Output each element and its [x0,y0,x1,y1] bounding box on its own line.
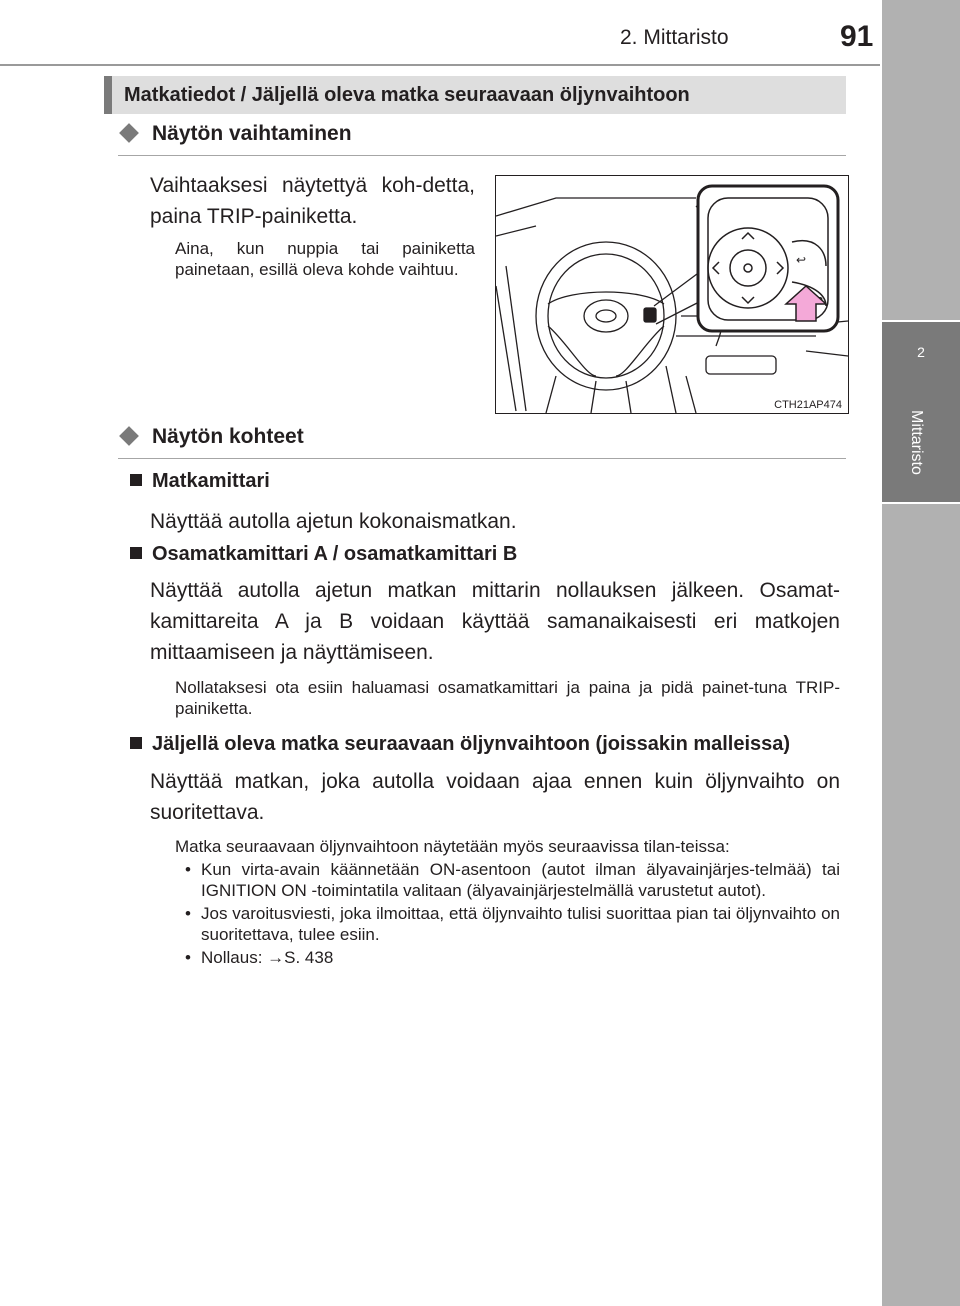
bullet-item [175,859,840,901]
page-number: 91 [840,20,874,53]
bullet-item [175,903,840,945]
section-title-accent [104,76,112,114]
reset-label: Nollaus: [201,948,268,967]
side-tab-lower [882,504,960,1306]
item-text: Näyttää autolla ajetun kokonaismatkan. [150,510,517,533]
side-tab-label: Mittaristo [908,410,925,475]
item-note [175,836,840,968]
subheading-switching-text: Näytön vaihtaminen [152,122,352,145]
arrow-right-icon: → [267,948,285,967]
item-text: Näyttää autolla ajetun matkan mittarin nollauksen jälkeen. Osamat-kamittareita A ja B voidaan käyttää samanaikaisesti eri matkojen mittaamiseen ja näyttämiseen. [150,579,840,664]
subheading-switching [118,122,352,146]
subheading-items [118,425,304,449]
section-title-bar [104,76,846,114]
switching-note: Aina, kun nuppia tai painiketta painetaan, esillä oleva kohde vaihtuu. [175,239,475,279]
bullet-text: Kun virta-avain käännetään ON-asentoon (autot ilman älyavainjärjes-telmää) tai IGNITION ON -toimintatila valitaan (älyavainjärjestelmällä varustetut autot). [201,860,840,900]
item-heading-text: Jäljellä oleva matka seuraavaan öljynvaihtoon (joissakin malleissa) [152,733,791,755]
item-note: Nollataksesi ota esiin haluamasi osamatkamittari ja paina ja pidä painet-tuna TRIP-painiketta. [175,678,840,718]
side-tab-upper [882,0,960,320]
subheading-rule [118,155,846,156]
chapter-title: 2. Mittaristo [620,26,729,49]
bullet-dot: • [185,860,191,879]
back-button-symbol: ↩ [796,253,807,267]
bullet-dot: • [185,904,191,923]
square-bullet-icon [130,474,142,486]
bullet-dot: • [185,948,191,967]
diamond-bullet-icon [119,427,139,447]
item-heading [130,733,790,756]
item-heading-text: Matkamittari [152,470,270,492]
diamond-bullet-icon [119,124,139,144]
subheading-rule [118,458,846,459]
square-bullet-icon [130,547,142,559]
item-heading [130,543,517,566]
item-heading [130,470,270,493]
item-heading-text: Osamatkamittari A / osamatkamittari B [152,543,518,565]
subheading-items-text: Näytön kohteet [152,425,304,448]
section-title: Matkatiedot / Jäljellä oleva matka seuraavaan öljynvaihtoon [124,84,690,106]
figure-code: CTH21AP474 [774,399,842,411]
side-tab-number: 2 [917,344,925,360]
page-reference-link[interactable]: S. 438 [284,948,334,967]
item-text: Näyttää matkan, joka autolla voidaan ajaa ennen kuin öljynvaihto on suoritettava. [150,770,840,824]
steering-wheel-illustration [495,175,849,414]
bullet-text: Jos varoitusviesti, joka ilmoittaa, että öljynvaihto tulisi suorittaa pian tai öljynvaihto on suoritettava, tulee esiin. [201,904,840,944]
switching-text: Vaihtaaksesi näytettyä koh-detta, paina TRIP-painiketta. [150,174,475,228]
item-note-intro: Matka seuraavaan öljynvaihtoon näytetään myös seuraavissa tilan-teissa: [175,837,730,856]
steering-wheel-drawing [496,176,848,413]
square-bullet-icon [130,737,142,749]
header-rule [0,64,880,66]
bullet-item [175,947,840,968]
